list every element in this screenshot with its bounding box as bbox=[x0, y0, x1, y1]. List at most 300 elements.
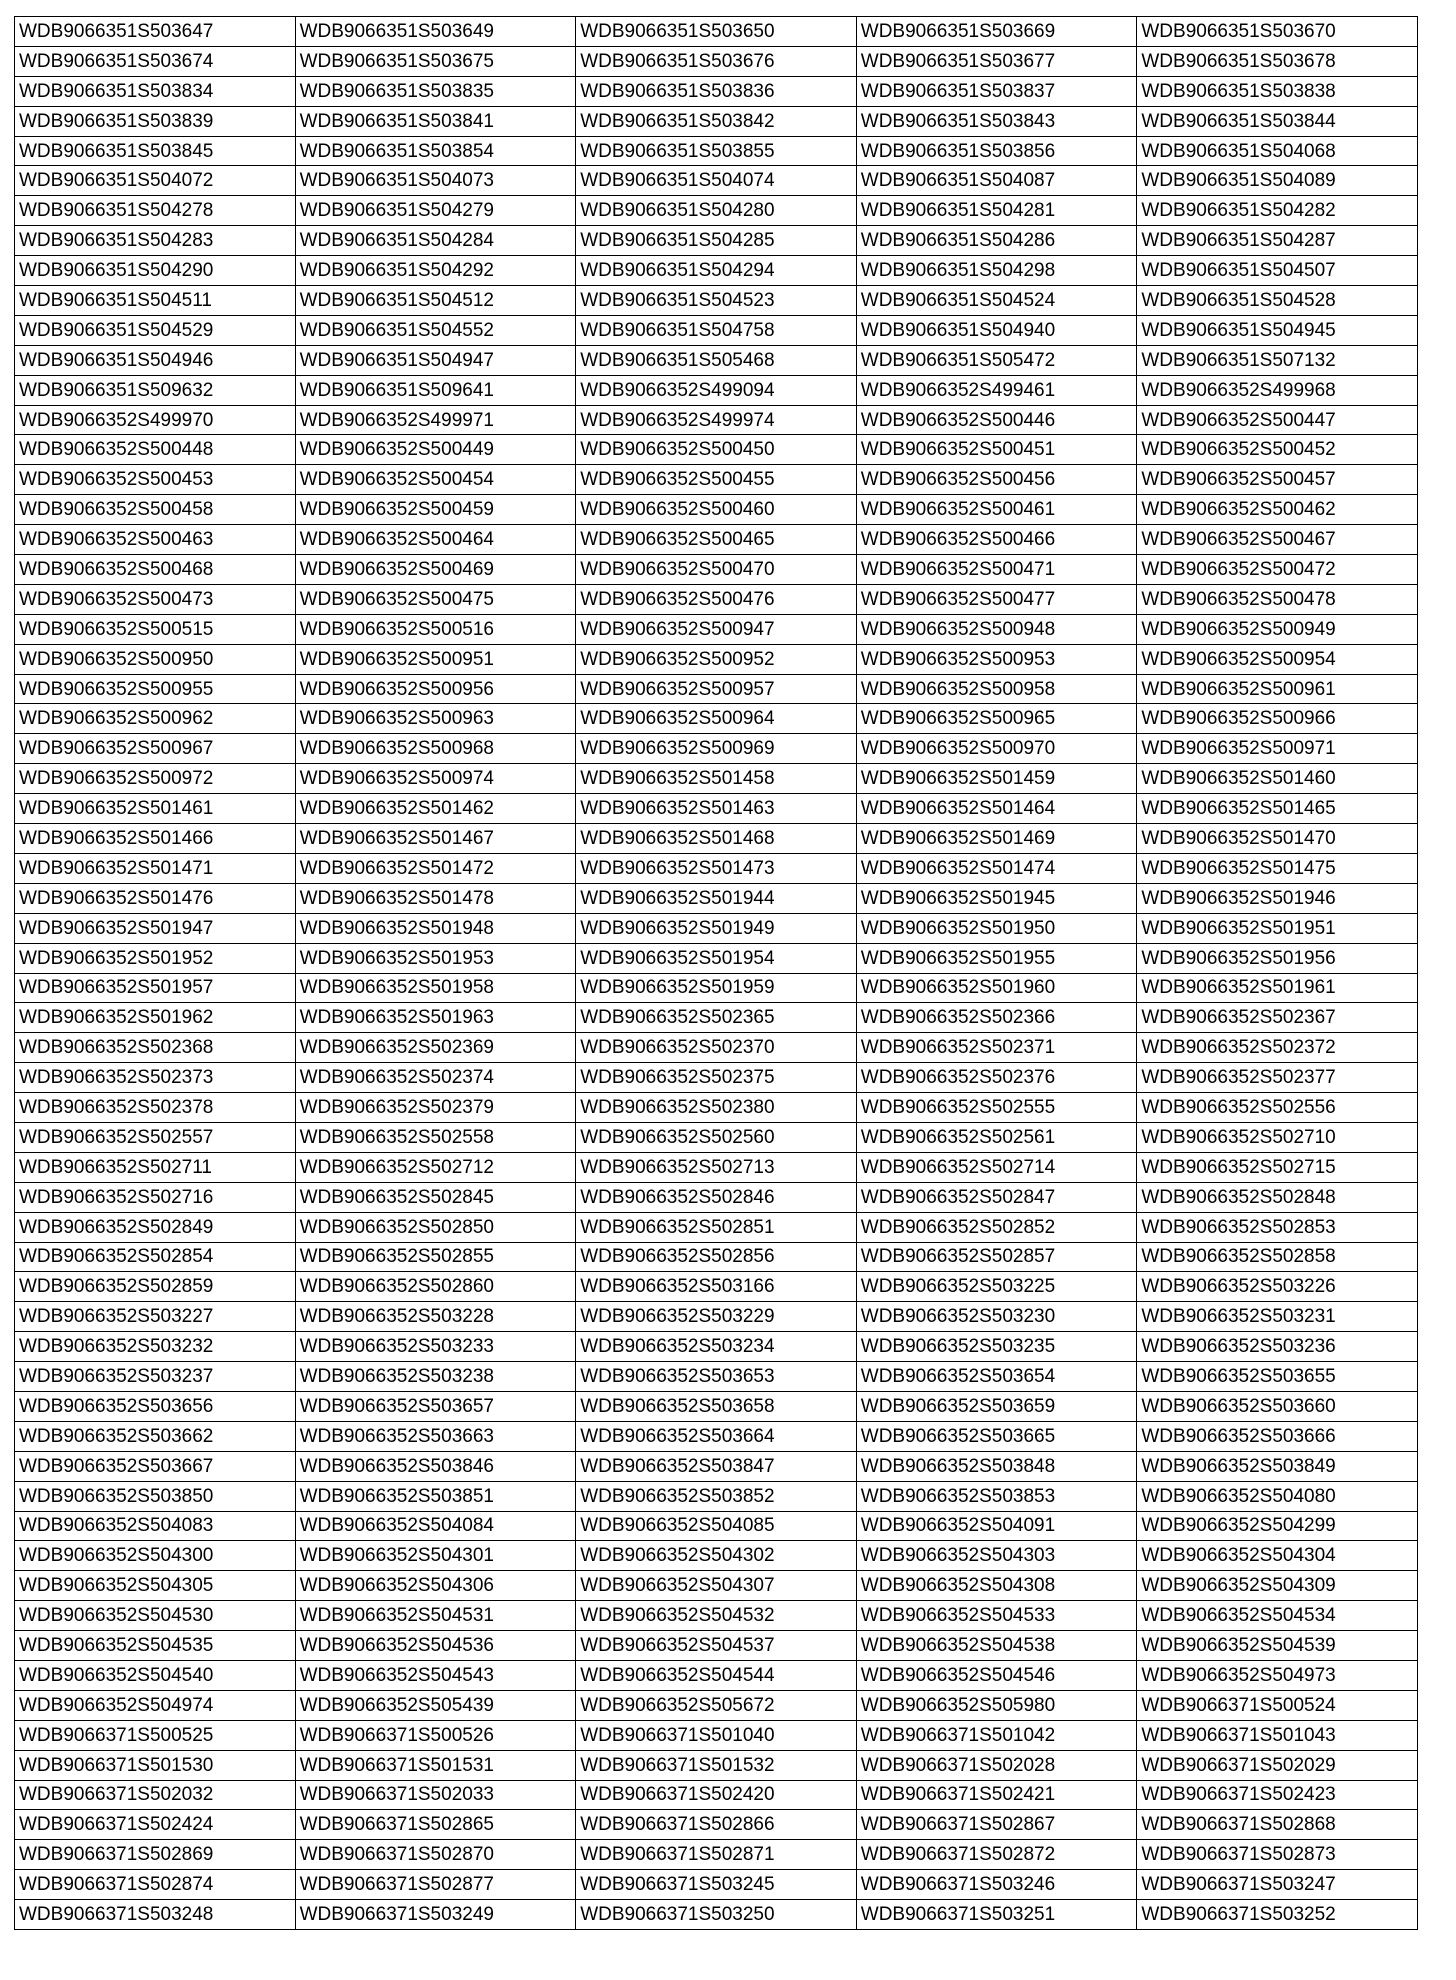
vin-cell: WDB9066351S503677 bbox=[856, 46, 1137, 76]
vin-cell: WDB9066371S501531 bbox=[295, 1750, 576, 1780]
vin-cell: WDB9066351S503843 bbox=[856, 106, 1137, 136]
vin-cell: WDB9066352S502375 bbox=[576, 1063, 857, 1093]
vin-cell: WDB9066352S500471 bbox=[856, 555, 1137, 585]
vin-cell: WDB9066352S501950 bbox=[856, 913, 1137, 943]
vin-cell: WDB9066352S503653 bbox=[576, 1362, 857, 1392]
vin-cell: WDB9066352S500452 bbox=[1137, 435, 1418, 465]
vin-cell: WDB9066352S502561 bbox=[856, 1122, 1137, 1152]
vin-cell: WDB9066352S503851 bbox=[295, 1481, 576, 1511]
vin-cell: WDB9066352S501945 bbox=[856, 883, 1137, 913]
vin-cell: WDB9066351S504089 bbox=[1137, 166, 1418, 196]
vin-cell: WDB9066352S504085 bbox=[576, 1511, 857, 1541]
vin-cell: WDB9066352S504543 bbox=[295, 1660, 576, 1690]
vin-cell: WDB9066352S499974 bbox=[576, 405, 857, 435]
table-row bbox=[15, 1272, 1418, 1302]
vin-cell: WDB9066352S504307 bbox=[576, 1571, 857, 1601]
vin-cell: WDB9066352S501469 bbox=[856, 824, 1137, 854]
vin-cell: WDB9066371S502870 bbox=[295, 1840, 576, 1870]
vin-cell: WDB9066352S504531 bbox=[295, 1601, 576, 1631]
vin-cell: WDB9066352S500957 bbox=[576, 674, 857, 704]
vin-cell: WDB9066371S502421 bbox=[856, 1780, 1137, 1810]
vin-table-body bbox=[15, 17, 1418, 1930]
vin-cell: WDB9066371S502877 bbox=[295, 1870, 576, 1900]
vin-cell: WDB9066352S502847 bbox=[856, 1182, 1137, 1212]
vin-cell: WDB9066352S501962 bbox=[15, 1003, 296, 1033]
vin-cell: WDB9066351S504292 bbox=[295, 256, 576, 286]
vin-cell: WDB9066352S500476 bbox=[576, 584, 857, 614]
table-row bbox=[15, 1391, 1418, 1421]
vin-cell: WDB9066352S504538 bbox=[856, 1631, 1137, 1661]
vin-cell: WDB9066351S505468 bbox=[576, 345, 857, 375]
vin-cell: WDB9066351S504073 bbox=[295, 166, 576, 196]
vin-cell: WDB9066351S504074 bbox=[576, 166, 857, 196]
vin-cell: WDB9066352S502371 bbox=[856, 1033, 1137, 1063]
table-row bbox=[15, 1481, 1418, 1511]
vin-cell: WDB9066352S500970 bbox=[856, 734, 1137, 764]
vin-cell: WDB9066351S503841 bbox=[295, 106, 576, 136]
vin-cell: WDB9066352S500470 bbox=[576, 555, 857, 585]
vin-cell: WDB9066351S504068 bbox=[1137, 136, 1418, 166]
vin-cell: WDB9066352S505980 bbox=[856, 1690, 1137, 1720]
table-row bbox=[15, 196, 1418, 226]
vin-cell: WDB9066352S504540 bbox=[15, 1660, 296, 1690]
table-row bbox=[15, 704, 1418, 734]
vin-cell: WDB9066352S500469 bbox=[295, 555, 576, 585]
vin-cell: WDB9066352S500955 bbox=[15, 674, 296, 704]
table-row bbox=[15, 136, 1418, 166]
vin-cell: WDB9066352S502369 bbox=[295, 1033, 576, 1063]
vin-cell: WDB9066351S503834 bbox=[15, 76, 296, 106]
vin-cell: WDB9066352S503225 bbox=[856, 1272, 1137, 1302]
vin-cell: WDB9066352S501956 bbox=[1137, 943, 1418, 973]
vin-cell: WDB9066351S504278 bbox=[15, 196, 296, 226]
vin-cell: WDB9066352S500971 bbox=[1137, 734, 1418, 764]
vin-cell: WDB9066352S504084 bbox=[295, 1511, 576, 1541]
vin-cell: WDB9066352S501473 bbox=[576, 853, 857, 883]
vin-cell: WDB9066352S501954 bbox=[576, 943, 857, 973]
table-row bbox=[15, 1182, 1418, 1212]
table-row bbox=[15, 913, 1418, 943]
vin-cell: WDB9066352S501961 bbox=[1137, 973, 1418, 1003]
vin-cell: WDB9066351S504758 bbox=[576, 315, 857, 345]
vin-cell: WDB9066371S503249 bbox=[295, 1900, 576, 1930]
table-row bbox=[15, 46, 1418, 76]
vin-cell: WDB9066352S504300 bbox=[15, 1541, 296, 1571]
table-row bbox=[15, 764, 1418, 794]
vin-cell: WDB9066352S500947 bbox=[576, 614, 857, 644]
vin-cell: WDB9066352S500954 bbox=[1137, 644, 1418, 674]
vin-cell: WDB9066351S503842 bbox=[576, 106, 857, 136]
vin-cell: WDB9066352S500472 bbox=[1137, 555, 1418, 585]
vin-cell: WDB9066352S500966 bbox=[1137, 704, 1418, 734]
vin-cell: WDB9066352S501465 bbox=[1137, 794, 1418, 824]
vin-cell: WDB9066351S503838 bbox=[1137, 76, 1418, 106]
vin-cell: WDB9066351S504294 bbox=[576, 256, 857, 286]
table-row bbox=[15, 1421, 1418, 1451]
vin-cell: WDB9066352S503658 bbox=[576, 1391, 857, 1421]
table-row bbox=[15, 1720, 1418, 1750]
vin-cell: WDB9066351S507132 bbox=[1137, 345, 1418, 375]
vin-cell: WDB9066352S503662 bbox=[15, 1421, 296, 1451]
table-row bbox=[15, 1242, 1418, 1272]
vin-cell: WDB9066351S503836 bbox=[576, 76, 857, 106]
table-row bbox=[15, 465, 1418, 495]
vin-cell: WDB9066351S504298 bbox=[856, 256, 1137, 286]
table-row bbox=[15, 555, 1418, 585]
vin-cell: WDB9066352S500952 bbox=[576, 644, 857, 674]
vin-cell: WDB9066352S504309 bbox=[1137, 1571, 1418, 1601]
vin-cell: WDB9066352S500949 bbox=[1137, 614, 1418, 644]
vin-cell: WDB9066352S501957 bbox=[15, 973, 296, 1003]
vin-cell: WDB9066352S500454 bbox=[295, 465, 576, 495]
vin-cell: WDB9066352S503853 bbox=[856, 1481, 1137, 1511]
vin-cell: WDB9066352S502557 bbox=[15, 1122, 296, 1152]
vin-cell: WDB9066352S501470 bbox=[1137, 824, 1418, 854]
table-row bbox=[15, 1451, 1418, 1481]
vin-cell: WDB9066352S501959 bbox=[576, 973, 857, 1003]
vin-cell: WDB9066352S503654 bbox=[856, 1362, 1137, 1392]
vin-cell: WDB9066352S500961 bbox=[1137, 674, 1418, 704]
vin-cell: WDB9066351S504287 bbox=[1137, 226, 1418, 256]
vin-cell: WDB9066351S504279 bbox=[295, 196, 576, 226]
vin-cell: WDB9066351S509641 bbox=[295, 375, 576, 405]
vin-cell: WDB9066351S504940 bbox=[856, 315, 1137, 345]
vin-cell: WDB9066352S503663 bbox=[295, 1421, 576, 1451]
table-row bbox=[15, 1511, 1418, 1541]
vin-cell: WDB9066371S502866 bbox=[576, 1810, 857, 1840]
vin-cell: WDB9066371S502873 bbox=[1137, 1840, 1418, 1870]
vin-cell: WDB9066352S500948 bbox=[856, 614, 1137, 644]
vin-cell: WDB9066352S502845 bbox=[295, 1182, 576, 1212]
vin-cell: WDB9066352S503664 bbox=[576, 1421, 857, 1451]
vin-cell: WDB9066352S501949 bbox=[576, 913, 857, 943]
vin-cell: WDB9066351S504281 bbox=[856, 196, 1137, 226]
vin-cell: WDB9066352S502715 bbox=[1137, 1152, 1418, 1182]
table-row bbox=[15, 1332, 1418, 1362]
vin-cell: WDB9066352S501460 bbox=[1137, 764, 1418, 794]
vin-cell: WDB9066351S503669 bbox=[856, 17, 1137, 47]
vin-cell: WDB9066352S502377 bbox=[1137, 1063, 1418, 1093]
vin-cell: WDB9066351S503650 bbox=[576, 17, 857, 47]
vin-cell: WDB9066351S503647 bbox=[15, 17, 296, 47]
vin-cell: WDB9066352S503659 bbox=[856, 1391, 1137, 1421]
vin-cell: WDB9066371S502865 bbox=[295, 1810, 576, 1840]
vin-cell: WDB9066352S500465 bbox=[576, 525, 857, 555]
vin-cell: WDB9066352S502713 bbox=[576, 1152, 857, 1182]
vin-cell: WDB9066352S501459 bbox=[856, 764, 1137, 794]
vin-cell: WDB9066352S503846 bbox=[295, 1451, 576, 1481]
table-row bbox=[15, 166, 1418, 196]
vin-cell: WDB9066352S502851 bbox=[576, 1212, 857, 1242]
vin-cell: WDB9066352S503229 bbox=[576, 1302, 857, 1332]
table-row bbox=[15, 883, 1418, 913]
vin-cell: WDB9066352S503235 bbox=[856, 1332, 1137, 1362]
vin-cell: WDB9066352S501952 bbox=[15, 943, 296, 973]
table-row bbox=[15, 1750, 1418, 1780]
vin-cell: WDB9066352S504305 bbox=[15, 1571, 296, 1601]
vin-cell: WDB9066352S502852 bbox=[856, 1212, 1137, 1242]
vin-cell: WDB9066352S505672 bbox=[576, 1690, 857, 1720]
vin-cell: WDB9066371S502871 bbox=[576, 1840, 857, 1870]
vin-cell: WDB9066371S503251 bbox=[856, 1900, 1137, 1930]
vin-cell: WDB9066351S503845 bbox=[15, 136, 296, 166]
vin-cell: WDB9066352S504530 bbox=[15, 1601, 296, 1631]
vin-cell: WDB9066352S503166 bbox=[576, 1272, 857, 1302]
table-row bbox=[15, 286, 1418, 316]
table-row bbox=[15, 106, 1418, 136]
vin-cell: WDB9066352S499968 bbox=[1137, 375, 1418, 405]
vin-cell: WDB9066352S500467 bbox=[1137, 525, 1418, 555]
vin-cell: WDB9066351S504552 bbox=[295, 315, 576, 345]
vin-cell: WDB9066371S501530 bbox=[15, 1750, 296, 1780]
vin-cell: WDB9066352S502379 bbox=[295, 1093, 576, 1123]
vin-cell: WDB9066351S504946 bbox=[15, 345, 296, 375]
vin-table bbox=[14, 16, 1418, 1930]
table-row bbox=[15, 1362, 1418, 1392]
vin-cell: WDB9066352S500459 bbox=[295, 495, 576, 525]
table-row bbox=[15, 853, 1418, 883]
vin-cell: WDB9066352S503667 bbox=[15, 1451, 296, 1481]
vin-cell: WDB9066352S502849 bbox=[15, 1212, 296, 1242]
vin-cell: WDB9066351S503678 bbox=[1137, 46, 1418, 76]
vin-cell: WDB9066352S500453 bbox=[15, 465, 296, 495]
vin-cell: WDB9066352S500466 bbox=[856, 525, 1137, 555]
vin-cell: WDB9066352S503655 bbox=[1137, 1362, 1418, 1392]
vin-cell: WDB9066351S503675 bbox=[295, 46, 576, 76]
vin-cell: WDB9066352S504546 bbox=[856, 1660, 1137, 1690]
vin-cell: WDB9066351S504511 bbox=[15, 286, 296, 316]
vin-cell: WDB9066371S501040 bbox=[576, 1720, 857, 1750]
vin-cell: WDB9066352S502855 bbox=[295, 1242, 576, 1272]
vin-cell: WDB9066352S500515 bbox=[15, 614, 296, 644]
vin-cell: WDB9066352S504301 bbox=[295, 1541, 576, 1571]
vin-cell: WDB9066371S502874 bbox=[15, 1870, 296, 1900]
vin-cell: WDB9066352S500951 bbox=[295, 644, 576, 674]
vin-cell: WDB9066352S503237 bbox=[15, 1362, 296, 1392]
vin-cell: WDB9066352S504303 bbox=[856, 1541, 1137, 1571]
vin-cell: WDB9066352S504539 bbox=[1137, 1631, 1418, 1661]
vin-cell: WDB9066352S500461 bbox=[856, 495, 1137, 525]
vin-cell: WDB9066352S502716 bbox=[15, 1182, 296, 1212]
vin-cell: WDB9066352S500962 bbox=[15, 704, 296, 734]
table-row bbox=[15, 1541, 1418, 1571]
vin-cell: WDB9066352S502378 bbox=[15, 1093, 296, 1123]
vin-cell: WDB9066351S503670 bbox=[1137, 17, 1418, 47]
vin-cell: WDB9066352S504302 bbox=[576, 1541, 857, 1571]
vin-cell: WDB9066352S501944 bbox=[576, 883, 857, 913]
vin-cell: WDB9066352S502370 bbox=[576, 1033, 857, 1063]
vin-cell: WDB9066352S500463 bbox=[15, 525, 296, 555]
table-row bbox=[15, 405, 1418, 435]
vin-cell: WDB9066351S504087 bbox=[856, 166, 1137, 196]
vin-cell: WDB9066352S502853 bbox=[1137, 1212, 1418, 1242]
vin-cell: WDB9066352S504973 bbox=[1137, 1660, 1418, 1690]
vin-cell: WDB9066371S501532 bbox=[576, 1750, 857, 1780]
table-row bbox=[15, 495, 1418, 525]
vin-cell: WDB9066352S500456 bbox=[856, 465, 1137, 495]
vin-cell: WDB9066351S504528 bbox=[1137, 286, 1418, 316]
vin-cell: WDB9066352S500460 bbox=[576, 495, 857, 525]
vin-cell: WDB9066352S500458 bbox=[15, 495, 296, 525]
table-row bbox=[15, 1780, 1418, 1810]
vin-cell: WDB9066352S501478 bbox=[295, 883, 576, 913]
vin-cell: WDB9066352S500953 bbox=[856, 644, 1137, 674]
vin-cell: WDB9066371S502868 bbox=[1137, 1810, 1418, 1840]
vin-cell: WDB9066352S501946 bbox=[1137, 883, 1418, 913]
vin-cell: WDB9066352S500967 bbox=[15, 734, 296, 764]
vin-cell: WDB9066352S501458 bbox=[576, 764, 857, 794]
vin-cell: WDB9066352S503665 bbox=[856, 1421, 1137, 1451]
vin-cell: WDB9066352S500468 bbox=[15, 555, 296, 585]
vin-cell: WDB9066371S503252 bbox=[1137, 1900, 1418, 1930]
vin-cell: WDB9066352S502854 bbox=[15, 1242, 296, 1272]
vin-cell: WDB9066352S501468 bbox=[576, 824, 857, 854]
vin-cell: WDB9066371S502420 bbox=[576, 1780, 857, 1810]
vin-cell: WDB9066352S502558 bbox=[295, 1122, 576, 1152]
vin-cell: WDB9066351S504290 bbox=[15, 256, 296, 286]
vin-cell: WDB9066352S504304 bbox=[1137, 1541, 1418, 1571]
vin-cell: WDB9066352S502856 bbox=[576, 1242, 857, 1272]
vin-cell: WDB9066352S504083 bbox=[15, 1511, 296, 1541]
vin-cell: WDB9066352S500516 bbox=[295, 614, 576, 644]
table-row bbox=[15, 734, 1418, 764]
vin-cell: WDB9066371S502029 bbox=[1137, 1750, 1418, 1780]
table-row bbox=[15, 1870, 1418, 1900]
vin-cell: WDB9066352S503848 bbox=[856, 1451, 1137, 1481]
vin-cell: WDB9066352S500446 bbox=[856, 405, 1137, 435]
vin-cell: WDB9066351S503676 bbox=[576, 46, 857, 76]
vin-cell: WDB9066352S500956 bbox=[295, 674, 576, 704]
vin-cell: WDB9066351S504512 bbox=[295, 286, 576, 316]
vin-cell: WDB9066351S503856 bbox=[856, 136, 1137, 166]
table-row bbox=[15, 644, 1418, 674]
table-row bbox=[15, 226, 1418, 256]
vin-cell: WDB9066352S500963 bbox=[295, 704, 576, 734]
vin-cell: WDB9066351S504947 bbox=[295, 345, 576, 375]
vin-cell: WDB9066352S503234 bbox=[576, 1332, 857, 1362]
vin-cell: WDB9066371S502869 bbox=[15, 1840, 296, 1870]
table-row bbox=[15, 375, 1418, 405]
vin-cell: WDB9066352S500464 bbox=[295, 525, 576, 555]
vin-cell: WDB9066352S503232 bbox=[15, 1332, 296, 1362]
vin-cell: WDB9066352S502367 bbox=[1137, 1003, 1418, 1033]
vin-cell: WDB9066352S503657 bbox=[295, 1391, 576, 1421]
vin-cell: WDB9066352S503850 bbox=[15, 1481, 296, 1511]
table-row bbox=[15, 17, 1418, 47]
vin-cell: WDB9066371S501043 bbox=[1137, 1720, 1418, 1750]
table-row bbox=[15, 435, 1418, 465]
table-row bbox=[15, 1631, 1418, 1661]
table-row bbox=[15, 525, 1418, 555]
vin-cell: WDB9066352S503236 bbox=[1137, 1332, 1418, 1362]
vin-cell: WDB9066371S502028 bbox=[856, 1750, 1137, 1780]
vin-cell: WDB9066352S504308 bbox=[856, 1571, 1137, 1601]
vin-cell: WDB9066352S501955 bbox=[856, 943, 1137, 973]
vin-cell: WDB9066352S503238 bbox=[295, 1362, 576, 1392]
vin-cell: WDB9066351S503839 bbox=[15, 106, 296, 136]
vin-cell: WDB9066352S501461 bbox=[15, 794, 296, 824]
table-row bbox=[15, 1033, 1418, 1063]
vin-cell: WDB9066351S504280 bbox=[576, 196, 857, 226]
table-row bbox=[15, 1690, 1418, 1720]
vin-cell: WDB9066352S500448 bbox=[15, 435, 296, 465]
vin-cell: WDB9066352S500968 bbox=[295, 734, 576, 764]
table-row bbox=[15, 315, 1418, 345]
vin-cell: WDB9066352S503666 bbox=[1137, 1421, 1418, 1451]
vin-cell: WDB9066351S503649 bbox=[295, 17, 576, 47]
vin-cell: WDB9066352S499971 bbox=[295, 405, 576, 435]
vin-cell: WDB9066352S500475 bbox=[295, 584, 576, 614]
vin-cell: WDB9066352S504536 bbox=[295, 1631, 576, 1661]
vin-cell: WDB9066371S503250 bbox=[576, 1900, 857, 1930]
table-row bbox=[15, 1122, 1418, 1152]
vin-cell: WDB9066351S509632 bbox=[15, 375, 296, 405]
vin-cell: WDB9066352S501472 bbox=[295, 853, 576, 883]
vin-cell: WDB9066352S500477 bbox=[856, 584, 1137, 614]
vin-cell: WDB9066352S501474 bbox=[856, 853, 1137, 883]
vin-cell: WDB9066352S502373 bbox=[15, 1063, 296, 1093]
vin-cell: WDB9066352S503852 bbox=[576, 1481, 857, 1511]
vin-cell: WDB9066352S501947 bbox=[15, 913, 296, 943]
vin-cell: WDB9066371S503246 bbox=[856, 1870, 1137, 1900]
vin-cell: WDB9066352S502555 bbox=[856, 1093, 1137, 1123]
vin-cell: WDB9066351S503674 bbox=[15, 46, 296, 76]
vin-cell: WDB9066352S504080 bbox=[1137, 1481, 1418, 1511]
vin-cell: WDB9066351S504283 bbox=[15, 226, 296, 256]
vin-cell: WDB9066352S501476 bbox=[15, 883, 296, 913]
vin-cell: WDB9066352S501951 bbox=[1137, 913, 1418, 943]
vin-cell: WDB9066351S504523 bbox=[576, 286, 857, 316]
vin-cell: WDB9066352S502850 bbox=[295, 1212, 576, 1242]
vin-cell: WDB9066371S501042 bbox=[856, 1720, 1137, 1750]
vin-cell: WDB9066352S503660 bbox=[1137, 1391, 1418, 1421]
vin-cell: WDB9066352S502380 bbox=[576, 1093, 857, 1123]
vin-cell: WDB9066352S500462 bbox=[1137, 495, 1418, 525]
table-row bbox=[15, 1601, 1418, 1631]
vin-cell: WDB9066352S501953 bbox=[295, 943, 576, 973]
table-row bbox=[15, 584, 1418, 614]
table-row bbox=[15, 345, 1418, 375]
vin-cell: WDB9066351S504945 bbox=[1137, 315, 1418, 345]
vin-cell: WDB9066352S501963 bbox=[295, 1003, 576, 1033]
vin-cell: WDB9066351S504529 bbox=[15, 315, 296, 345]
table-row bbox=[15, 943, 1418, 973]
vin-cell: WDB9066352S503227 bbox=[15, 1302, 296, 1332]
vin-cell: WDB9066351S503837 bbox=[856, 76, 1137, 106]
table-row bbox=[15, 1840, 1418, 1870]
vin-cell: WDB9066352S503849 bbox=[1137, 1451, 1418, 1481]
vin-cell: WDB9066352S502858 bbox=[1137, 1242, 1418, 1272]
vin-cell: WDB9066352S500450 bbox=[576, 435, 857, 465]
vin-cell: WDB9066371S502033 bbox=[295, 1780, 576, 1810]
vin-cell: WDB9066352S501958 bbox=[295, 973, 576, 1003]
vin-cell: WDB9066352S502710 bbox=[1137, 1122, 1418, 1152]
vin-cell: WDB9066352S500455 bbox=[576, 465, 857, 495]
vin-cell: WDB9066352S505439 bbox=[295, 1690, 576, 1720]
vin-cell: WDB9066352S504299 bbox=[1137, 1511, 1418, 1541]
vin-cell: WDB9066351S503844 bbox=[1137, 106, 1418, 136]
table-row bbox=[15, 1003, 1418, 1033]
vin-cell: WDB9066352S500969 bbox=[576, 734, 857, 764]
vin-cell: WDB9066351S505472 bbox=[856, 345, 1137, 375]
vin-cell: WDB9066352S500451 bbox=[856, 435, 1137, 465]
vin-cell: WDB9066352S504091 bbox=[856, 1511, 1137, 1541]
vin-cell: WDB9066351S503835 bbox=[295, 76, 576, 106]
vin-cell: WDB9066352S500965 bbox=[856, 704, 1137, 734]
vin-cell: WDB9066352S504544 bbox=[576, 1660, 857, 1690]
vin-cell: WDB9066371S503247 bbox=[1137, 1870, 1418, 1900]
vin-cell: WDB9066352S500950 bbox=[15, 644, 296, 674]
